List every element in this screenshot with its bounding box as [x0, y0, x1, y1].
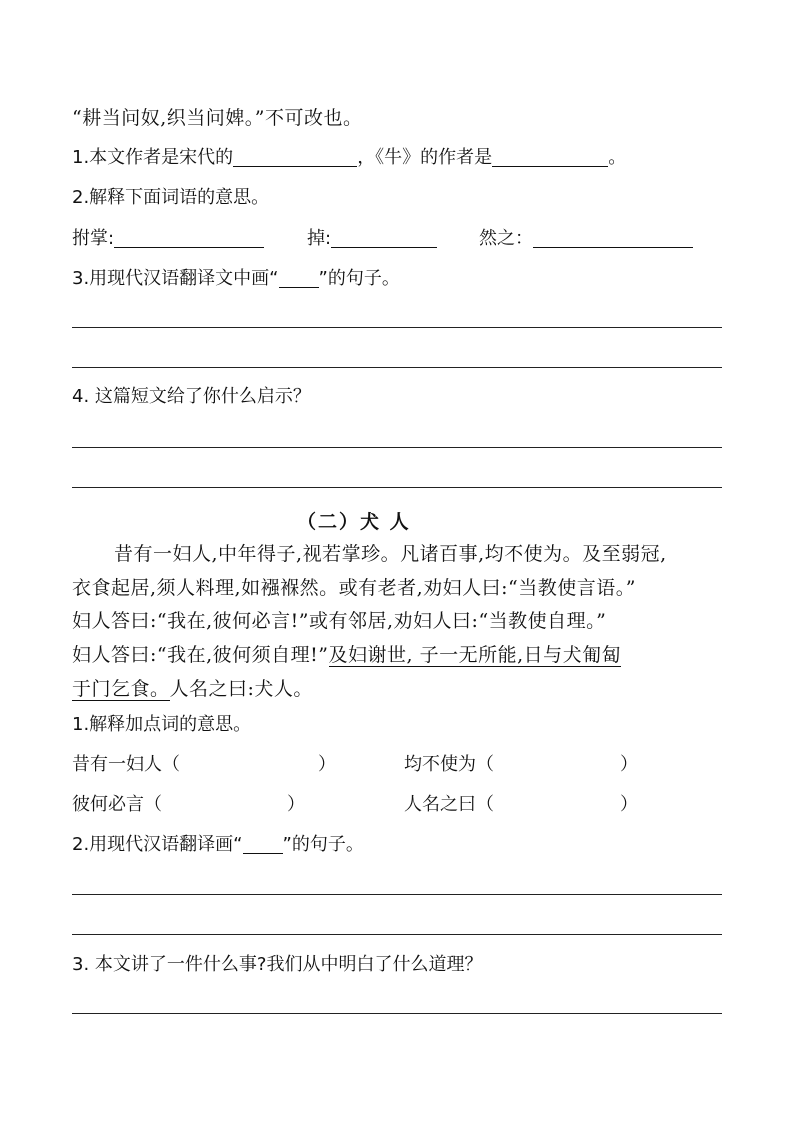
word-item: 均不使为（ — [404, 754, 494, 775]
question-text: 。 — [608, 147, 627, 168]
passage-line — [72, 676, 313, 702]
underlined-sentence: 及妇谢世, 子一无所能,日与犬匍匐 — [328, 644, 622, 666]
answer-line[interactable] — [72, 327, 722, 328]
answer-blank[interactable] — [492, 146, 608, 167]
section-title: （二）犬 人 — [297, 511, 411, 533]
answer-blank[interactable] — [114, 227, 264, 248]
passage-line: “耕当问奴,织当问婢。”不可改也。 — [72, 107, 363, 129]
answer-line[interactable] — [72, 487, 722, 488]
question-2 — [72, 832, 364, 858]
answer-blank[interactable] — [233, 146, 357, 167]
question-1 — [72, 145, 626, 171]
question-3 — [72, 266, 400, 292]
question-text: 2.用现代汉语翻译画“ — [72, 834, 243, 855]
answer-line[interactable] — [72, 1013, 722, 1014]
passage-text: 妇人答曰:“我在,彼何须自理!” — [72, 644, 329, 666]
term-label: 拊掌: — [72, 228, 115, 249]
passage-line: 衣食起居,须人料理,如襁褓然。或有老者,劝妇人曰:“当教使言语。” — [72, 577, 636, 599]
answer-blank[interactable] — [533, 227, 693, 248]
term-row — [307, 226, 437, 252]
question-text: ”的句子。 — [282, 834, 364, 855]
word-item: 彼何必言（ — [72, 794, 162, 815]
paren-close: ） — [287, 794, 305, 815]
question-text: ”的句子。 — [318, 268, 400, 289]
term-label: 掉: — [307, 228, 332, 249]
term-row — [479, 226, 693, 252]
passage-line — [72, 642, 621, 668]
passage-line: 妇人答曰:“我在,彼何必言!”或有邻居,劝妇人曰:“当教使自理。” — [72, 610, 607, 632]
question-2: 2.解释下面词语的意思。 — [72, 187, 270, 208]
answer-line[interactable] — [72, 894, 722, 895]
question-text: 3.用现代汉语翻译文中画“ — [72, 268, 279, 289]
question-text: ，《牛》的作者是 — [357, 147, 493, 168]
paren-close: ） — [318, 754, 336, 775]
term-label: 然之： — [479, 228, 533, 249]
underline-sample — [243, 833, 283, 854]
question-1: 1.解释加点词的意思。 — [72, 714, 252, 735]
answer-blank[interactable] — [331, 227, 437, 248]
paren-close: ） — [620, 754, 638, 775]
term-row — [72, 226, 264, 252]
answer-line[interactable] — [72, 934, 722, 935]
answer-line[interactable] — [72, 367, 722, 368]
passage-text: 人名之曰:犬人。 — [169, 678, 313, 700]
underlined-sentence: 于门乞食。 — [72, 678, 170, 700]
underline-sample — [279, 267, 319, 288]
question-4: 4. 这篇短文给了你什么启示？ — [72, 386, 311, 407]
question-text: 1.本文作者是宋代的 — [72, 147, 234, 168]
word-item: 人名之曰（ — [404, 794, 494, 815]
question-3: 3. 本文讲了一件什么事?我们从中明白了什么道理？ — [72, 954, 483, 975]
word-item: 昔有一妇人（ — [72, 754, 180, 775]
paren-close: ） — [620, 794, 638, 815]
answer-line[interactable] — [72, 447, 722, 448]
passage-line: 昔有一妇人,中年得子,视若掌珍。凡诸百事,均不使为。及至弱冠, — [114, 543, 667, 565]
